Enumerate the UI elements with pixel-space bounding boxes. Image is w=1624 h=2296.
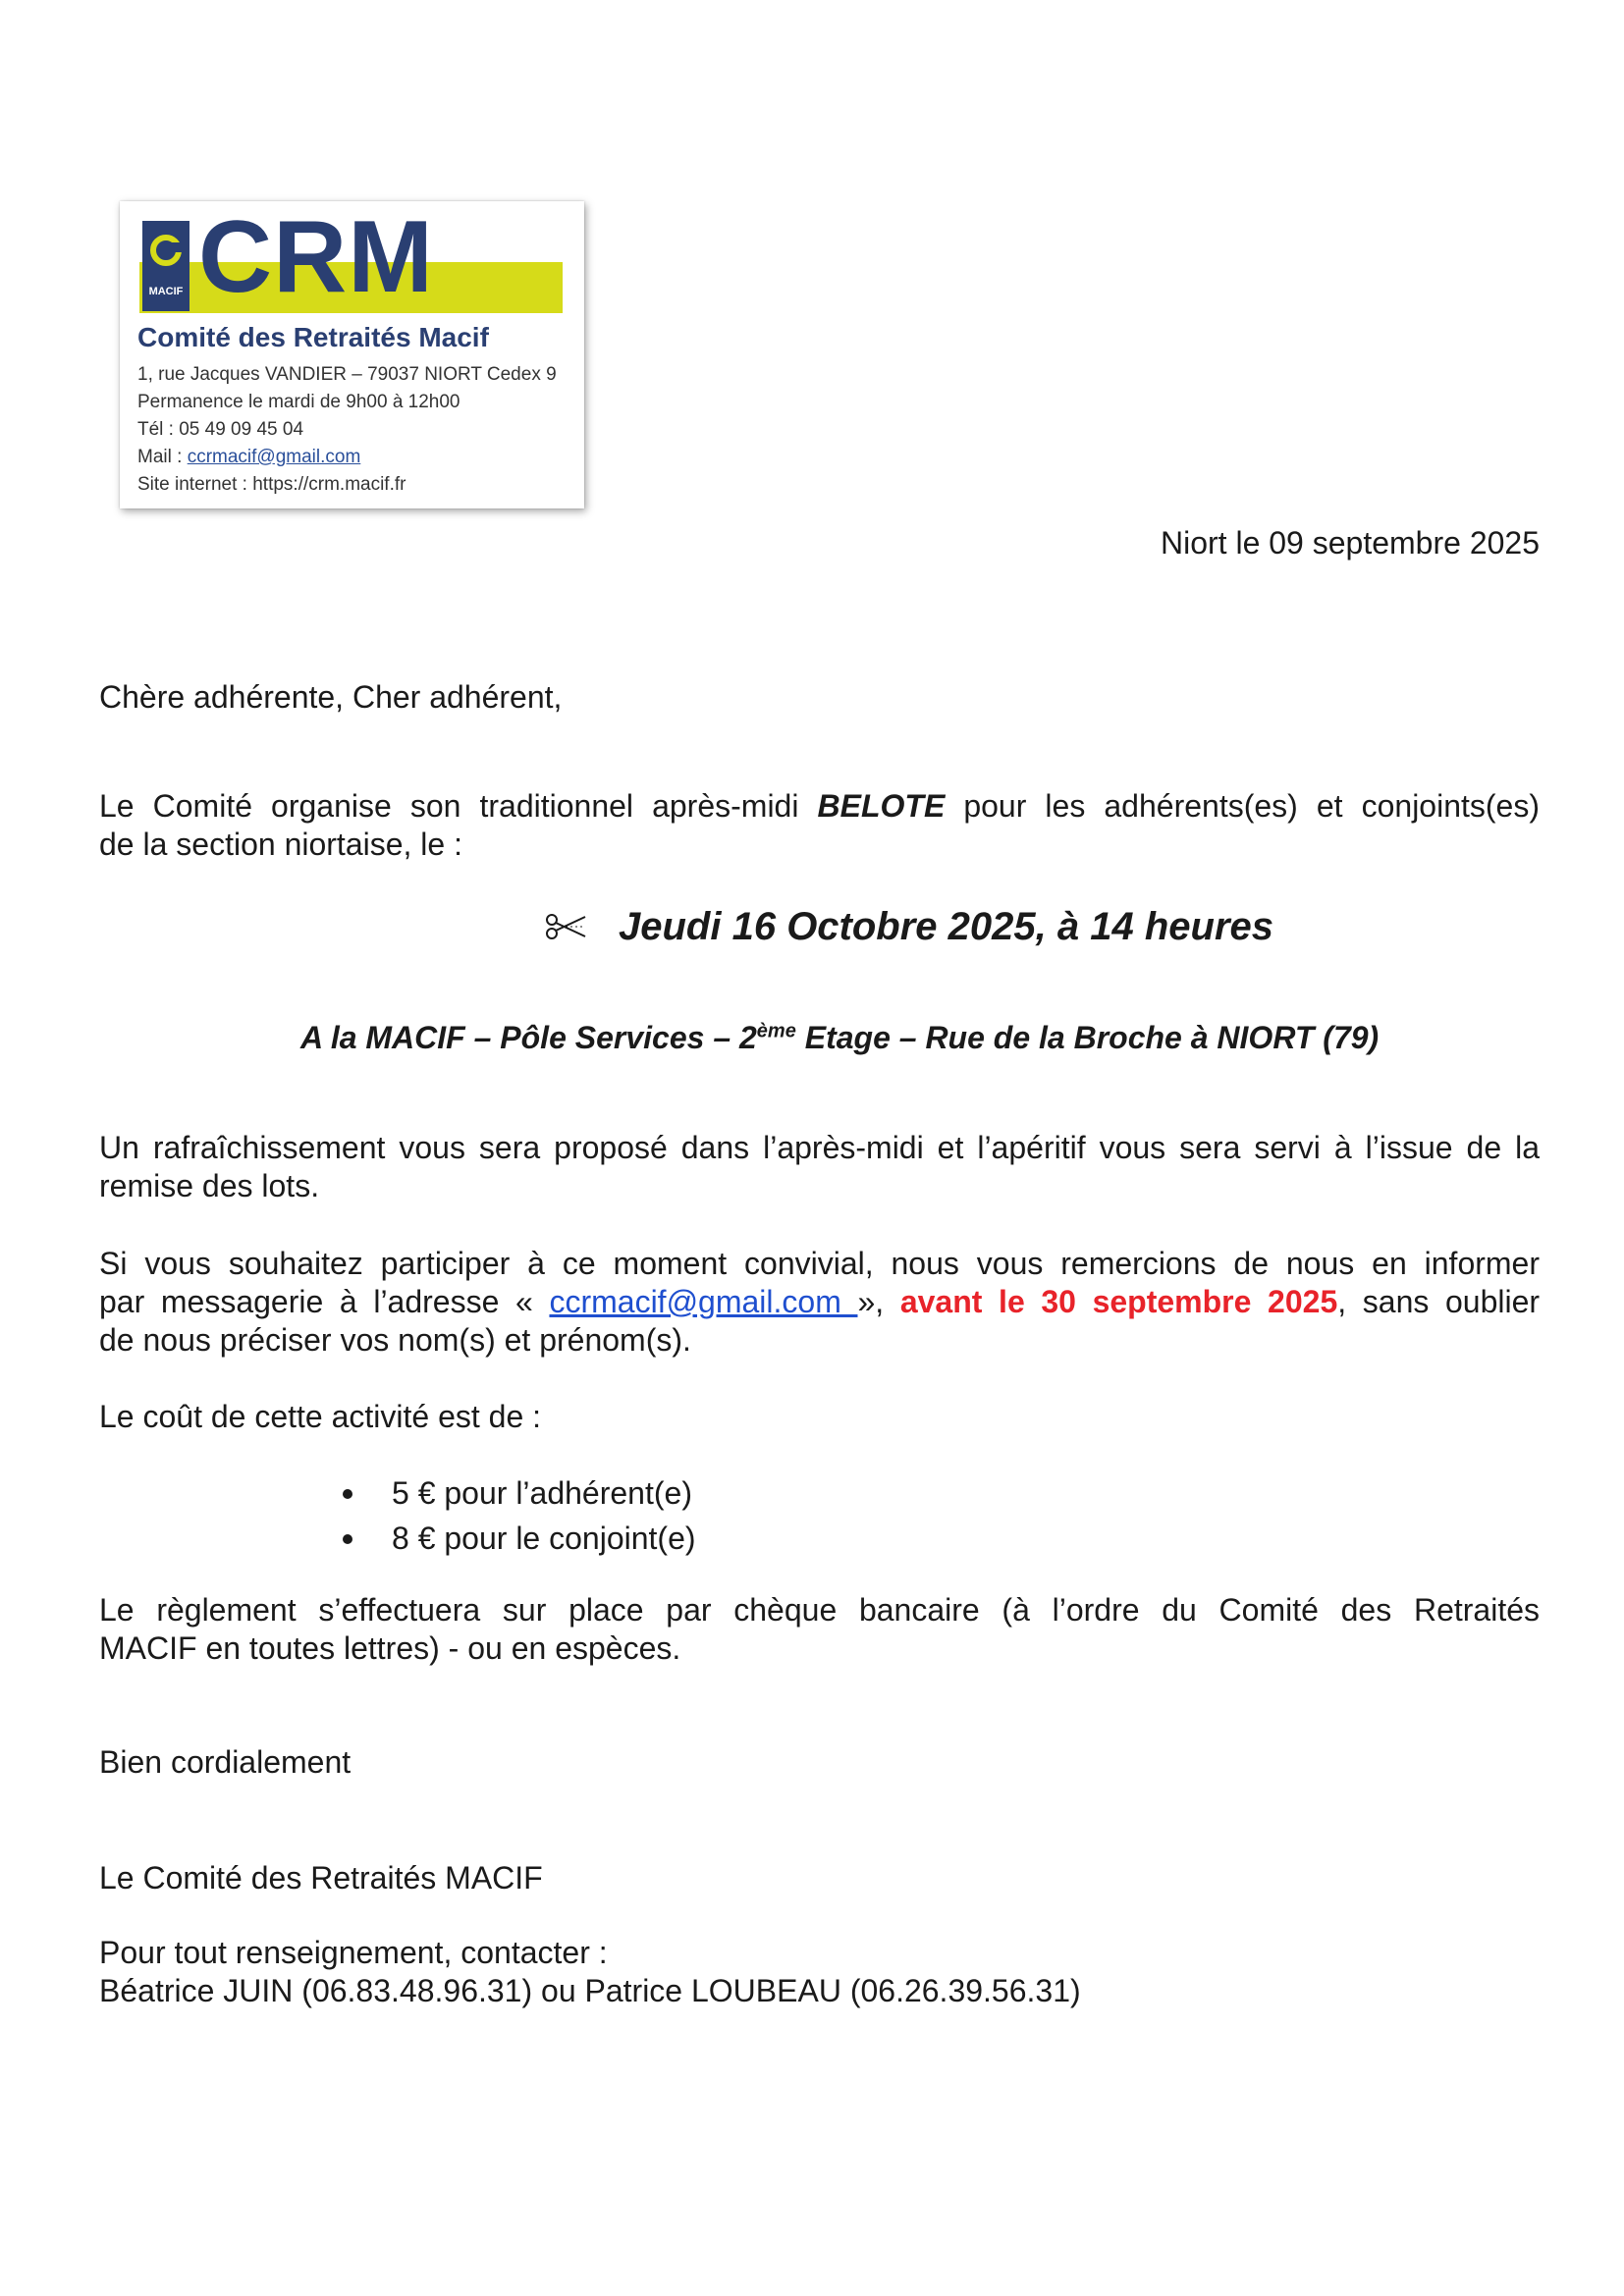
location-part-1: A la MACIF – Pôle Services – 2	[300, 1020, 757, 1055]
macif-logo-icon	[142, 221, 189, 311]
letterhead-address: 1, rue Jacques VANDIER – 79037 NIORT Cedex 9	[137, 364, 557, 385]
contact-names: Béatrice JUIN (06.83.48.96.31) ou Patrice LOUBEAU (06.26.39.56.31)	[99, 1973, 1081, 2008]
cost-item-member	[343, 1474, 692, 1513]
cost-intro: Le coût de cette activité est de :	[99, 1399, 542, 1434]
intro-line-2: de la section niortaise, le :	[99, 827, 462, 862]
participation-line-1: Si vous souhaitez participer à ce moment convivial, nous vous remercions de nous en informer	[99, 1246, 1540, 1281]
belote-highlight: BELOTE	[817, 788, 946, 824]
letterhead-mail	[137, 446, 360, 469]
refreshment-paragraph	[99, 1129, 1540, 1205]
payment-paragraph	[99, 1591, 1540, 1668]
participation-text-a: par messagerie à l’adresse «	[99, 1284, 550, 1319]
location-floor-suffix: ème	[756, 1020, 796, 1042]
location-part-2: Etage – Rue de la Broche à NIORT (79)	[795, 1020, 1380, 1055]
letterhead-phone: Tél : 05 49 09 45 04	[137, 419, 304, 440]
payment-line-1: Le règlement s’effectuera sur place par chèque bancaire (à l’ordre du Comité des Retraités	[99, 1592, 1540, 1628]
signature: Le Comité des Retraités MACIF	[99, 1860, 543, 1896]
refreshment-line-1: Un rafraîchissement vous sera proposé dans l’après-midi et l’apéritif vous sera servi à l’issue de la	[99, 1130, 1540, 1165]
letterhead-card	[120, 201, 584, 508]
intro-text-b: pour les adhérents(es) et conjoints(es)	[945, 788, 1540, 824]
event-location	[300, 1018, 1379, 1057]
scissors-icon	[544, 912, 587, 941]
salutation: Chère adhérente, Cher adhérent,	[99, 679, 563, 715]
refreshment-line-2: remise des lots.	[99, 1168, 320, 1203]
letterhead-title: Comité des Retraités Macif	[137, 322, 489, 352]
cost-spouse-text: 8 € pour le conjoint(e)	[392, 1521, 696, 1556]
letterhead-mail-link[interactable]: ccrmacif@gmail.com	[187, 447, 361, 467]
contact-email-link[interactable]: ccrmacif@gmail.com	[549, 1284, 858, 1319]
registration-deadline: avant le 30 septembre 2025	[899, 1284, 1338, 1319]
intro-paragraph	[99, 787, 1540, 864]
participation-text-b: »,	[857, 1284, 900, 1319]
letter-date: Niort le 09 septembre 2025	[1161, 525, 1540, 561]
logo-badge-text: MACIF	[148, 286, 184, 297]
bullet-icon	[343, 1489, 352, 1499]
closing: Bien cordialement	[99, 1744, 352, 1780]
crm-logo-word: CRM	[198, 201, 434, 314]
payment-line-2: MACIF en toutes lettres) - ou en espèces.	[99, 1630, 681, 1666]
bullet-icon	[343, 1534, 352, 1544]
intro-text-a: Le Comité organise son traditionnel après-midi	[99, 788, 818, 824]
letterhead-mail-label: Mail :	[137, 447, 188, 467]
cost-item-spouse	[343, 1520, 696, 1558]
cost-member-text: 5 € pour l’adhérent(e)	[392, 1475, 692, 1511]
letterhead-hours: Permanence le mardi de 9h00 à 12h00	[137, 392, 460, 412]
event-date-line	[544, 903, 1273, 950]
participation-text-c: , sans oublier	[1337, 1284, 1541, 1319]
participation-paragraph	[99, 1245, 1540, 1360]
participation-line-3: de nous préciser vos nom(s) et prénom(s).	[99, 1322, 691, 1358]
letterhead-website: Site internet : https://crm.macif.fr	[137, 474, 406, 495]
contact-intro: Pour tout renseignement, contacter :	[99, 1935, 608, 1970]
event-date-text: Jeudi 16 Octobre 2025, à 14 heures	[619, 905, 1274, 948]
intro-line-1	[99, 787, 1540, 826]
participation-line-2	[99, 1283, 1540, 1321]
